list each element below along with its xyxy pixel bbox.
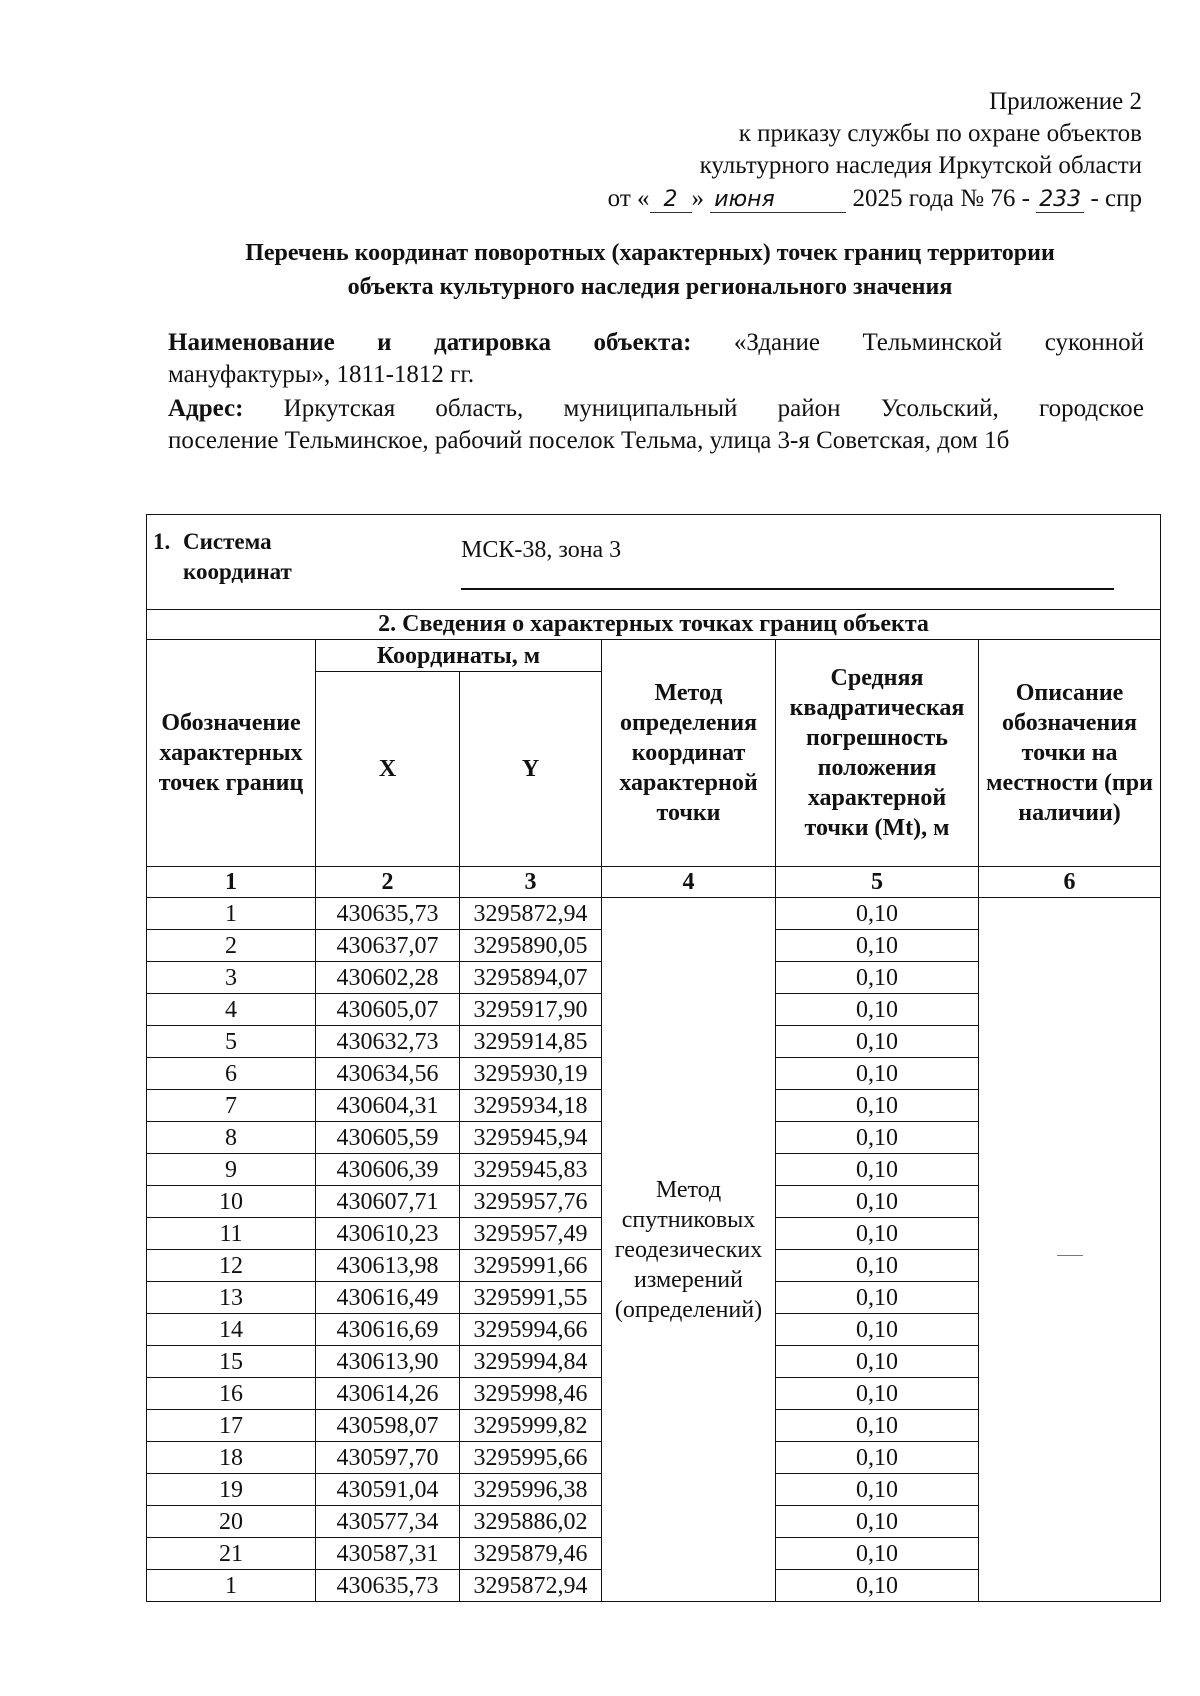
mt-error-cell: 0,10	[776, 994, 979, 1026]
x-coordinate-cell: 430613,90	[316, 1346, 460, 1378]
y-coordinate-cell: 3295894,07	[460, 962, 602, 994]
column-header-point: Обозначение характерных точек границ	[147, 640, 316, 867]
point-id-cell: 18	[147, 1442, 316, 1474]
coordinate-system-label-line-2: координат	[183, 559, 292, 584]
point-id-cell: 21	[147, 1538, 316, 1570]
address-value: Иркутская область, муниципальный район Усольский, городское	[283, 395, 1145, 422]
y-coordinate-cell: 3295879,46	[460, 1538, 602, 1570]
y-coordinate-cell: 3295914,85	[460, 1026, 602, 1058]
order-year-number-text: 2025 года № 76 -	[852, 185, 1030, 212]
address-line-2: поселение Тельминское, рабочий поселок Тельма, улица 3-я Советская, дом 1б	[168, 427, 1010, 454]
x-coordinate-cell: 430606,39	[316, 1154, 460, 1186]
mt-error-cell: 0,10	[776, 1410, 979, 1442]
order-suffix: - спр	[1090, 185, 1142, 212]
y-coordinate-cell: 3295995,66	[460, 1442, 602, 1474]
y-coordinate-cell: 3295998,46	[460, 1378, 602, 1410]
x-coordinate-cell: 430577,34	[316, 1506, 460, 1538]
y-coordinate-cell: 3295957,49	[460, 1218, 602, 1250]
handwritten-day: 2	[650, 188, 692, 213]
column-number-5: 5	[776, 867, 979, 898]
column-header-coordinates: Координаты, м	[316, 640, 602, 672]
section-2-title: 2. Сведения о характерных точках границ объекта	[147, 610, 1161, 640]
point-id-cell: 1	[147, 898, 316, 930]
x-coordinate-cell: 430616,69	[316, 1314, 460, 1346]
coordinate-system-label	[153, 527, 292, 587]
mt-error-cell: 0,10	[776, 1346, 979, 1378]
x-coordinate-cell: 430591,04	[316, 1474, 460, 1506]
y-coordinate-cell: 3295994,84	[460, 1346, 602, 1378]
x-coordinate-cell: 430610,23	[316, 1218, 460, 1250]
x-coordinate-cell: 430635,73	[316, 898, 460, 930]
x-coordinate-cell: 430597,70	[316, 1442, 460, 1474]
document-title-line-2: объекта культурного наследия регионального значения	[347, 274, 953, 300]
x-coordinate-cell: 430605,59	[316, 1122, 460, 1154]
point-id-cell: 2	[147, 930, 316, 962]
authority-line: культурного наследия Иркутской области	[699, 152, 1142, 179]
y-coordinate-cell: 3295930,19	[460, 1058, 602, 1090]
mt-error-cell: 0,10	[776, 1474, 979, 1506]
column-header-method: Метод определения координат характерной точки	[602, 640, 776, 867]
y-coordinate-cell: 3295890,05	[460, 930, 602, 962]
point-id-cell: 1	[147, 1570, 316, 1602]
object-name-line-1	[168, 327, 1144, 359]
column-header-description: Описание обозначения точки на местности (при наличии)	[979, 640, 1161, 867]
address-line-1	[168, 393, 1144, 425]
column-number-4: 4	[602, 867, 776, 898]
x-coordinate-cell: 430634,56	[316, 1058, 460, 1090]
x-coordinate-cell: 430604,31	[316, 1090, 460, 1122]
mt-error-cell: 0,10	[776, 962, 979, 994]
x-coordinate-cell: 430614,26	[316, 1378, 460, 1410]
point-id-cell: 16	[147, 1378, 316, 1410]
y-coordinate-cell: 3295957,76	[460, 1186, 602, 1218]
mt-error-cell: 0,10	[776, 1538, 979, 1570]
mt-error-cell: 0,10	[776, 898, 979, 930]
object-name-label: Наименование и датировка объекта:	[168, 329, 692, 356]
mt-error-cell: 0,10	[776, 1186, 979, 1218]
mt-error-cell: 0,10	[776, 1314, 979, 1346]
x-coordinate-cell: 430616,49	[316, 1282, 460, 1314]
point-id-cell: 8	[147, 1122, 316, 1154]
point-id-cell: 6	[147, 1058, 316, 1090]
order-reference-line: к приказу службы по охране объектов	[738, 120, 1142, 147]
x-coordinate-cell: 430602,28	[316, 962, 460, 994]
address-label: Адрес:	[168, 395, 244, 422]
y-coordinate-cell: 3295991,55	[460, 1282, 602, 1314]
y-coordinate-cell: 3295999,82	[460, 1410, 602, 1442]
mt-error-cell: 0,10	[776, 1058, 979, 1090]
y-coordinate-cell: 3295994,66	[460, 1314, 602, 1346]
coordinate-system-label-line-1: Система	[183, 529, 272, 554]
column-header-x: X	[316, 672, 460, 867]
point-id-cell: 3	[147, 962, 316, 994]
point-id-cell: 12	[147, 1250, 316, 1282]
handwritten-order-number: 233	[1036, 188, 1084, 213]
order-date-line	[608, 183, 1142, 215]
y-coordinate-cell: 3295945,94	[460, 1122, 602, 1154]
object-name-line-2: мануфактуры», 1811-1812 гг.	[168, 361, 475, 388]
column-number-6: 6	[979, 867, 1161, 898]
mt-error-cell: 0,10	[776, 1250, 979, 1282]
y-coordinate-cell: 3295945,83	[460, 1154, 602, 1186]
x-coordinate-cell: 430598,07	[316, 1410, 460, 1442]
coordinate-system-underline	[461, 588, 1114, 590]
x-coordinate-cell: 430632,73	[316, 1026, 460, 1058]
point-id-cell: 10	[147, 1186, 316, 1218]
dash-placeholder	[1057, 1255, 1083, 1256]
mt-error-cell: 0,10	[776, 1154, 979, 1186]
y-coordinate-cell: 3295991,66	[460, 1250, 602, 1282]
point-id-cell: 11	[147, 1218, 316, 1250]
point-id-cell: 14	[147, 1314, 316, 1346]
point-id-cell: 7	[147, 1090, 316, 1122]
y-coordinate-cell: 3295917,90	[460, 994, 602, 1026]
column-header-y: Y	[460, 672, 602, 867]
mt-error-cell: 0,10	[776, 1506, 979, 1538]
point-id-cell: 4	[147, 994, 316, 1026]
table-row	[147, 898, 1161, 930]
coordinates-table-body	[147, 898, 1161, 1602]
mt-error-cell: 0,10	[776, 930, 979, 962]
mt-error-cell: 0,10	[776, 1026, 979, 1058]
appendix-label: Приложение 2	[989, 88, 1142, 115]
mt-error-cell: 0,10	[776, 1282, 979, 1314]
date-day-suffix: »	[691, 185, 705, 212]
mt-error-cell: 0,10	[776, 1442, 979, 1474]
x-coordinate-cell: 430637,07	[316, 930, 460, 962]
point-id-cell: 17	[147, 1410, 316, 1442]
date-prefix: от «	[607, 185, 650, 212]
x-coordinate-cell: 430605,07	[316, 994, 460, 1026]
y-coordinate-cell: 3295872,94	[460, 898, 602, 930]
coordinate-system-value: МСК-38, зона 3	[461, 537, 622, 563]
coordinates-table	[146, 514, 1161, 1602]
mt-error-cell: 0,10	[776, 1378, 979, 1410]
y-coordinate-cell: 3295872,94	[460, 1570, 602, 1602]
column-header-error: Средняя квадратическая погрешность положения характерной точки (Mt), м	[776, 640, 979, 867]
point-id-cell: 5	[147, 1026, 316, 1058]
mt-error-cell: 0,10	[776, 1570, 979, 1602]
mt-error-cell: 0,10	[776, 1218, 979, 1250]
x-coordinate-cell: 430607,71	[316, 1186, 460, 1218]
document-title-line-1: Перечень координат поворотных (характерных) точек границ территории	[245, 240, 1055, 266]
column-number-1: 1	[147, 867, 316, 898]
handwritten-month: июня	[710, 188, 846, 213]
point-id-cell: 15	[147, 1346, 316, 1378]
mt-error-cell: 0,10	[776, 1090, 979, 1122]
mt-error-cell: 0,10	[776, 1122, 979, 1154]
y-coordinate-cell: 3295996,38	[460, 1474, 602, 1506]
point-id-cell: 19	[147, 1474, 316, 1506]
column-number-3: 3	[460, 867, 602, 898]
point-id-cell: 20	[147, 1506, 316, 1538]
x-coordinate-cell: 430587,31	[316, 1538, 460, 1570]
y-coordinate-cell: 3295934,18	[460, 1090, 602, 1122]
point-id-cell: 9	[147, 1154, 316, 1186]
method-cell: Метод спутниковых геодезических измерений (определений)	[602, 898, 776, 1602]
coordinate-system-cell	[147, 515, 1161, 610]
x-coordinate-cell: 430635,73	[316, 1570, 460, 1602]
column-number-2: 2	[316, 867, 460, 898]
description-cell	[979, 898, 1161, 1602]
object-name-value: «Здание Тельминской суконной	[733, 329, 1144, 356]
point-id-cell: 13	[147, 1282, 316, 1314]
section-number-1: 1.	[153, 529, 171, 554]
y-coordinate-cell: 3295886,02	[460, 1506, 602, 1538]
x-coordinate-cell: 430613,98	[316, 1250, 460, 1282]
